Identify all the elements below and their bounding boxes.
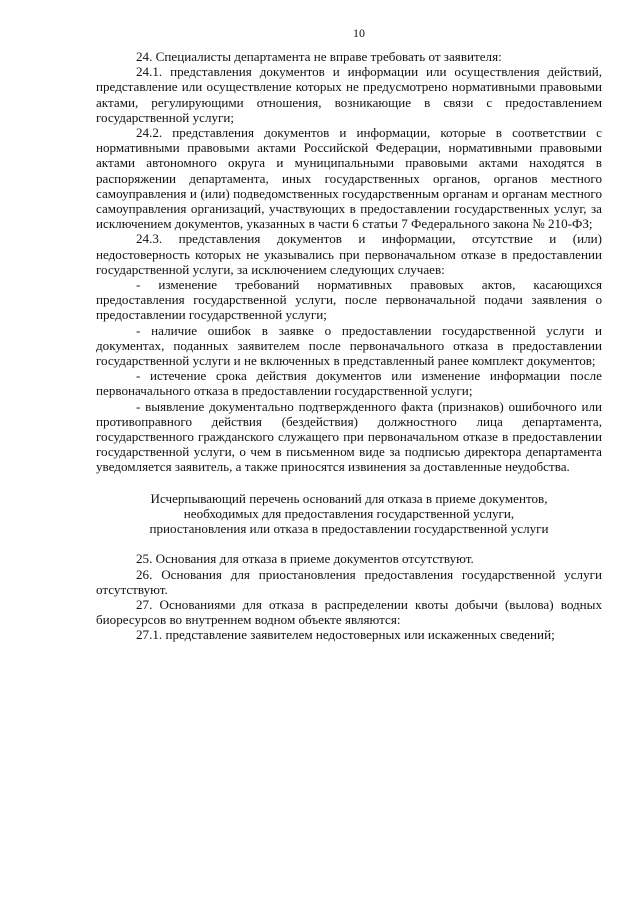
paragraphs-top	[96, 49, 602, 475]
paragraph-27-1: 27.1. представление заявителем недостоверных или искаженных сведений;	[136, 627, 555, 643]
paragraph-24-1: 24.1. представления документов и информации или осуществления действий, представление или осуществление которых не предусмотрено нормативными правовыми актами, регулирующими отношения, возникающие в связи с предоставлением государственной услуги;	[96, 64, 602, 125]
paragraph-26: 26. Основания для приостановления предоставления государственной услуги отсутствуют.	[96, 566, 602, 597]
section-heading: Исчерпывающий перечень оснований для отказа в приеме документов, необходимых для предоставления государственной услуги, приостановления или отказа в предоставлении государственной услуги	[149, 490, 549, 537]
paragraphs-bottom	[96, 551, 602, 642]
paragraph-25: 25. Основания для отказа в приеме документов отсутствуют.	[136, 551, 474, 567]
page-number: 10	[353, 26, 365, 40]
paragraph-27: 27. Основаниями для отказа в распределении квоты добычи (вылова) водных биоресурсов во внутреннем водном объекте являются:	[96, 596, 602, 628]
paragraph-24-3: 24.3. представления документов и информации, отсутствие и (или) недостоверность которых не указывались при первоначальном отказе в предоставлении государственной услуги, за исключением следующих случаев:	[96, 231, 602, 277]
list-item-errors-in-application: - наличие ошибок в заявке о предоставлении государственной услуги и документах, поданных заявителем после первоначального отказа в предоставлении государственной услуги и не включенных в представленный ранее комплект документов;	[96, 322, 602, 369]
list-item-wrongful-action: - выявление документально подтвержденного факта (признаков) ошибочного или противоправного действия (бездействия) должностного лица департамента, государственного гражданского служащего при первоначальном отказе в предоставлении государственной услуги, о чем в письменном виде за подписью директора департамента уведомляется заявитель, а также приносятся извинения за доставленные неудобства.	[96, 398, 602, 475]
list-item-requirements-change: - изменение требований нормативных правовых актов, касающихся предоставления государственной услуги, после первоначальной подачи заявления о предоставлении государственной услуги;	[96, 277, 602, 323]
paragraph-24: 24. Специалисты департамента не вправе требовать от заявителя:	[136, 49, 502, 64]
list-item-documents-expired: - истечение срока действия документов или изменение информации после первоначального отказа в предоставлении государственной услуги;	[96, 368, 602, 399]
paragraph-24-2: 24.2. представления документов и информации, которые в соответствии с нормативными правовыми актами Российской Федерации, нормативными правовыми актами автономного округа и муниципальными правовыми актами находятся в распоряжении департамента, иных государственных органов, органов местного самоуправления и (или) подведомственных государственным органам и органам местного самоуправления организаций, участвующих в предоставлении государственных услуг, за исключением документов, указанных в части 6 статьи 7 Федерального закона № 210-ФЗ;	[96, 125, 602, 232]
